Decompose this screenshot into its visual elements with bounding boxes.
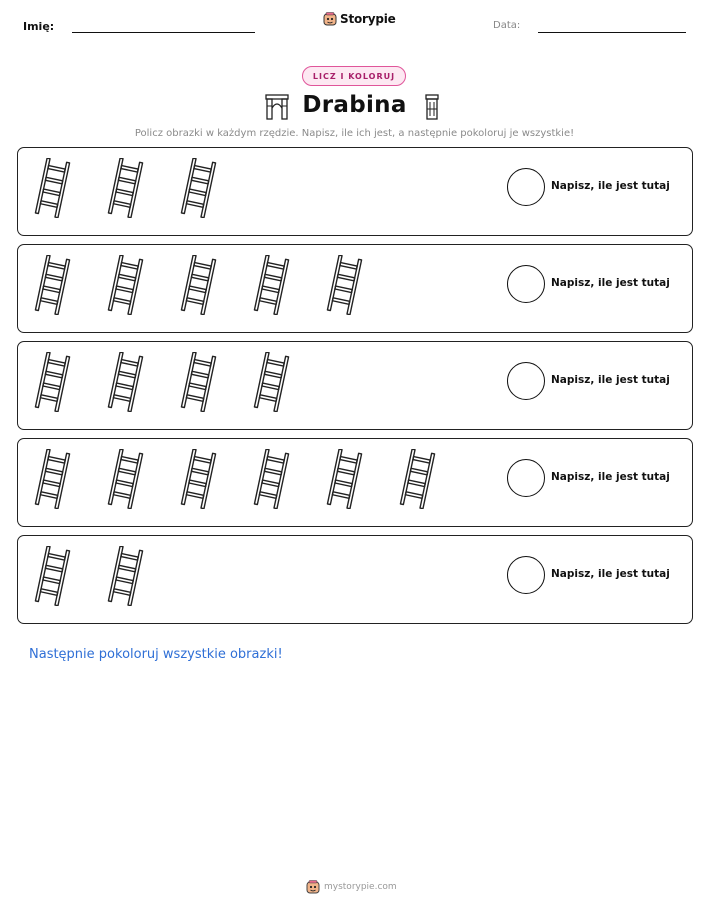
answer-circle[interactable]	[507, 459, 545, 497]
ladder-icon	[32, 352, 74, 412]
counting-row	[17, 438, 693, 527]
tower-icon	[424, 94, 440, 120]
name-label: Imię:	[23, 20, 55, 33]
footer-url: mystorypie.com	[324, 882, 397, 892]
answer-circle[interactable]	[507, 168, 545, 206]
ladder-icon	[178, 158, 220, 218]
picture-group	[32, 352, 324, 420]
counting-row	[17, 535, 693, 624]
ladder-icon	[105, 158, 147, 218]
picture-group	[32, 449, 470, 517]
ladder-icon	[178, 449, 220, 509]
answer-label: Napisz, ile jest tutaj	[551, 568, 670, 580]
answer-label: Napisz, ile jest tutaj	[551, 471, 670, 483]
answer-circle[interactable]	[507, 362, 545, 400]
answer-label: Napisz, ile jest tutaj	[551, 180, 670, 192]
date-label: Data:	[493, 20, 521, 31]
name-write-line	[72, 32, 255, 33]
ladder-icon	[251, 449, 293, 509]
ladder-icon	[251, 352, 293, 412]
brand-logo	[323, 12, 396, 26]
ladder-icon	[324, 449, 366, 509]
picture-group	[32, 546, 178, 614]
footer-note: Następnie pokoloruj wszystkie obrazki!	[29, 647, 283, 662]
ladder-icon	[32, 546, 74, 606]
ladder-icon	[324, 255, 366, 315]
date-write-line	[538, 32, 686, 33]
answer-circle[interactable]	[507, 556, 545, 594]
ladder-icon	[32, 158, 74, 218]
footer-brand	[306, 880, 397, 894]
answer-label: Napisz, ile jest tutaj	[551, 374, 670, 386]
storypie-mascot-icon	[306, 880, 320, 894]
ladder-icon	[178, 352, 220, 412]
page-title: Drabina	[302, 92, 407, 118]
worksheet-header	[0, 0, 709, 56]
answer-label: Napisz, ile jest tutaj	[551, 277, 670, 289]
ladder-icon	[105, 449, 147, 509]
ladder-icon	[397, 449, 439, 509]
counting-row	[17, 147, 693, 236]
brand-name: Storypie	[340, 12, 396, 26]
picture-group	[32, 158, 251, 226]
title-block	[0, 92, 709, 124]
category-badge: LICZ I KOLORUJ	[302, 66, 406, 86]
counting-rows	[17, 147, 693, 632]
instructions-text: Policz obrazki w każdym rzędzie. Napisz, ile ich jest, a następnie pokoloruj je wszystkie!	[134, 128, 575, 139]
ladder-icon	[105, 352, 147, 412]
counting-row	[17, 341, 693, 430]
answer-circle[interactable]	[507, 265, 545, 303]
ladder-icon	[178, 255, 220, 315]
ladder-icon	[32, 449, 74, 509]
storypie-mascot-icon	[323, 12, 337, 26]
ladder-icon	[251, 255, 293, 315]
picture-group	[32, 255, 397, 323]
ladder-icon	[105, 255, 147, 315]
counting-row	[17, 244, 693, 333]
ladder-icon	[105, 546, 147, 606]
ladder-icon	[32, 255, 74, 315]
